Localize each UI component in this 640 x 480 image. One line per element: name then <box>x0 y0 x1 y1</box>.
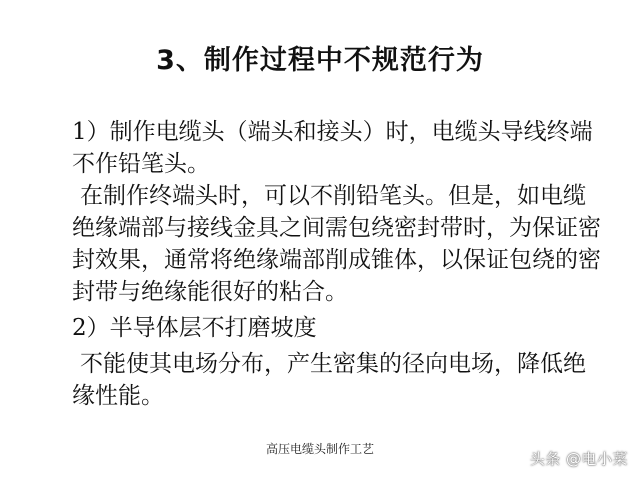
slide-title: 3、制作过程中不规范行为 <box>156 45 484 76</box>
footer-caption: 高压电缆头制作工艺 <box>265 442 374 456</box>
paragraph-item-2-heading: 2）半导体层不打磨坡度 <box>72 315 317 341</box>
paragraph-item-1-heading: 1）制作电缆头（端头和接头）时，电缆头导线终端不作铅笔头。 <box>72 119 593 177</box>
paragraph-item-1-body: 在制作终端头时，可以不削铅笔头。但是，如电缆绝缘端部与接线金具之间需包绕密封带时，为保证密封效果，通常将绝缘端部削成锥体，以保证包绕的密封带与绝缘能很好的粘合。 <box>72 183 601 305</box>
paragraph-item-2-body: 不能使其电场分布，产生密集的径向电场，降低绝缘性能。 <box>72 351 586 409</box>
watermark: 头条 @电小菜 <box>529 450 628 468</box>
